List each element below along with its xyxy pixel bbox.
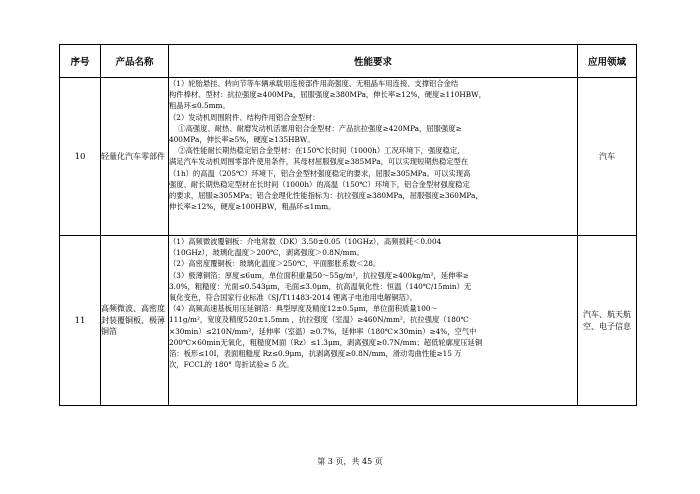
performance-line: （2）高密度覆铜板：玻璃化温度＞250℃，平面膨胀系数＜28。 (169, 259, 381, 269)
row-no: 11 (60, 236, 101, 406)
header-application: 应用领域 (578, 45, 637, 78)
table-row (60, 78, 637, 236)
row-product-name: 轻量化汽车零部件 (101, 78, 169, 236)
performance-line: （1）轮胎悬挂、转向节等车辆承载用连接部件用高强度、无粗晶车用连接、支撑铝合金结 (169, 79, 459, 88)
page-number: 第 3 页，共 45 页 (317, 457, 383, 466)
performance-line: （10GHz），玻璃化温度＞200℃，剥离强度＞0.8N/mm。 (169, 248, 364, 258)
performance-line: 强度、耐长期热稳定型材在长时间（1000h）的高温（150℃）环境下，铝合金型材强度稳定 (169, 179, 470, 189)
performance-line: ②高性能耐长期热稳定铝合金型材：在150℃长时间（1000h）工况环境下，强度稳定， (169, 146, 465, 156)
performance-line: 400MPa，伸长率≥5%，硬度≥135HBW。 (169, 135, 315, 145)
table-header-row (60, 45, 637, 78)
performance-line: （2）发动机周围附件、结构件用铝合金型材： (169, 112, 320, 122)
performance-line: 构件棒材、型材：抗拉强度≥400MPa，屈服强度≥380MPa，伸长率≥12%，硬度≥110HBW， (169, 90, 486, 100)
performance-line: 200℃×60min无氧化，粗糙度M面（Rz）≤1.3μm，剥离强度≥0.7N/mm；超低轮廓度压延铜 (169, 337, 483, 347)
performance-line: 粗晶环≤0.5mm。 (169, 101, 230, 111)
header-no: 序号 (60, 45, 101, 78)
row-performance (169, 78, 578, 236)
performance-line: （1）高频微波覆铜板：介电常数（DK）3.50±0.05（10GHz），高频损耗＜0.004 (169, 237, 442, 246)
performance-line: （1h）的高温（205℃）环境下，铝合金型材强度稳定的要求，屈服≥305MPa。可以实现高 (169, 168, 471, 178)
performance-line: （3）极薄铜箔：厚度≤6um，单位面积重量50～55g/m²，抗拉强度≥400kg/m²，延伸率≥ (169, 270, 469, 280)
performance-line: 111g/m²，宽度及精度520±1.5mm ，抗拉强度（室温）≥460N/mm²，抗拉强度（180℃ (169, 315, 469, 325)
performance-line: 的要求，屈服≥305MPa；铝合金理化性能指标为：抗拉强度≥380MPa，屈服强度≥360MPa， (169, 191, 483, 201)
performance-line: 3.0%，粗糙度：光面≤0.543μm，毛面≤3.0μm，抗高温氧化性：恒温（140℃/15min）无 (169, 281, 472, 291)
performance-line: ①高强度、耐热、耐磨发动机活塞用铝合金型材：产品抗拉强度≥420MPa，屈服强度≥ (169, 123, 462, 133)
spec-table (59, 44, 637, 406)
performance-line: 满足汽车发动机周围零部件使用条件，其母材屈服强度≥385MPa，可以实现短期热稳定型在 (169, 157, 469, 167)
performance-line: 箔：板形≤10I，表面粗糙度 Rz≤0.9μm，抗剥离强度≥0.8N/mm，滑动弯曲性能≥15 万 (169, 349, 462, 359)
performance-line: 氧化变色，符合国家行业标准《SJ/T11483-2014 锂离子电池用电解铜箔》。 (169, 293, 417, 303)
table-row (60, 236, 637, 406)
performance-line: 伸长率≥12%，硬度≥100HBW，粗晶环≤1mm。 (169, 202, 336, 212)
row-product-name: 高频微波、高密度封装覆铜板、极薄铜箔 (101, 236, 169, 406)
performance-line: （4）高频高速基板用压延铜箔：典型厚度及精度12±0.5μm，单位面积质量100～ (169, 304, 438, 314)
header-product-name: 产品名称 (101, 45, 169, 78)
performance-line: 次，FCCL的 180° 弯折试验≥ 5 次。 (169, 360, 294, 370)
row-performance (169, 236, 578, 406)
header-performance: 性能要求 (169, 45, 578, 78)
row-application: 汽车、航天航空、电子信息 (578, 236, 637, 406)
row-no: 10 (60, 78, 101, 236)
row-application: 汽车 (578, 78, 637, 236)
performance-line: ×30min）≤210N/mm²，延伸率（室温）≥0.7%，延伸率（180℃×30min）≥4%，空气中 (169, 326, 477, 336)
